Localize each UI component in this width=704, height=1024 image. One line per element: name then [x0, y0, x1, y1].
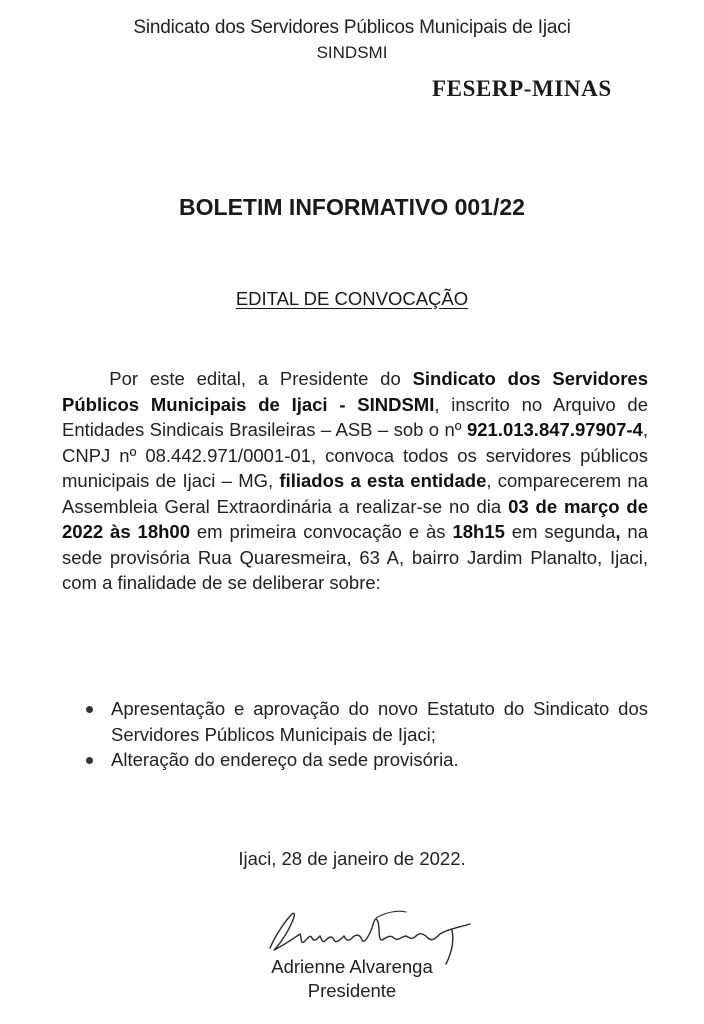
convocation-paragraph	[62, 366, 648, 596]
agenda-item-text: Apresentação e aprovação do novo Estatuto do Sindicato dos Servidores Públicos Municipais de Ijaci;	[111, 698, 648, 745]
notice-title-text: EDITAL DE CONVOCAÇÃO	[235, 288, 469, 309]
body-text-2: , inscrito no Arquivo de Entidades Sindicais Brasileiras – ASB – sob o nº	[62, 393, 648, 440]
body-bold-members: filiados a esta entidade	[279, 470, 487, 491]
bullet-icon	[86, 757, 93, 764]
bullet-icon	[86, 706, 93, 713]
body-bold-second-time: 18h15	[452, 521, 505, 542]
body-text-4: , comparecerem na Assembleia Geral Extraordinária a realizar-se no dia	[62, 470, 648, 517]
federation-name: FESERP-MINAS	[432, 76, 612, 101]
body-bold-union: Sindicato dos Servidores Públicos Municipais de Ijaci - SINDSMI	[62, 368, 648, 415]
body-bold-date: 03 de março de 2022 às 18h00	[62, 495, 649, 542]
union-name: Sindicato dos Servidores Públicos Municipais de Ijaci	[133, 17, 571, 38]
body-bold-asb-number: 921.013.847.97907-4	[466, 419, 643, 440]
union-acronym: SINDSMI	[316, 43, 388, 62]
body-text-5: em primeira convocação e às	[189, 521, 453, 542]
agenda-item	[86, 747, 648, 773]
body-text-1: Por este edital, a Presidente do	[109, 368, 413, 389]
body-text-7: na sede provisória Rua Quaresmeira, 63 A, bairro Jardim Planalto, Ijaci, com a finalidade de se deliberar sobre:	[62, 521, 649, 593]
body-bold-comma: ,	[615, 521, 621, 542]
agenda-list	[86, 696, 648, 773]
body-text-6: em segunda	[504, 521, 616, 542]
bulletin-title: BOLETIM INFORMATIVO 001/22	[179, 194, 525, 220]
agenda-item-text: Alteração do endereço da sede provisória.	[111, 749, 459, 770]
signer-role: Presidente	[307, 980, 397, 1001]
body-text-3: , CNPJ nº 08.442.971/0001-01, convoca todos os servidores públicos municipais de Ijaci – MG,	[62, 419, 648, 491]
signer-name: Adrienne Alvarenga	[271, 956, 433, 977]
agenda-item	[86, 696, 648, 747]
date-line: Ijaci, 28 de janeiro de 2022.	[238, 848, 466, 869]
notice-title	[0, 288, 704, 310]
